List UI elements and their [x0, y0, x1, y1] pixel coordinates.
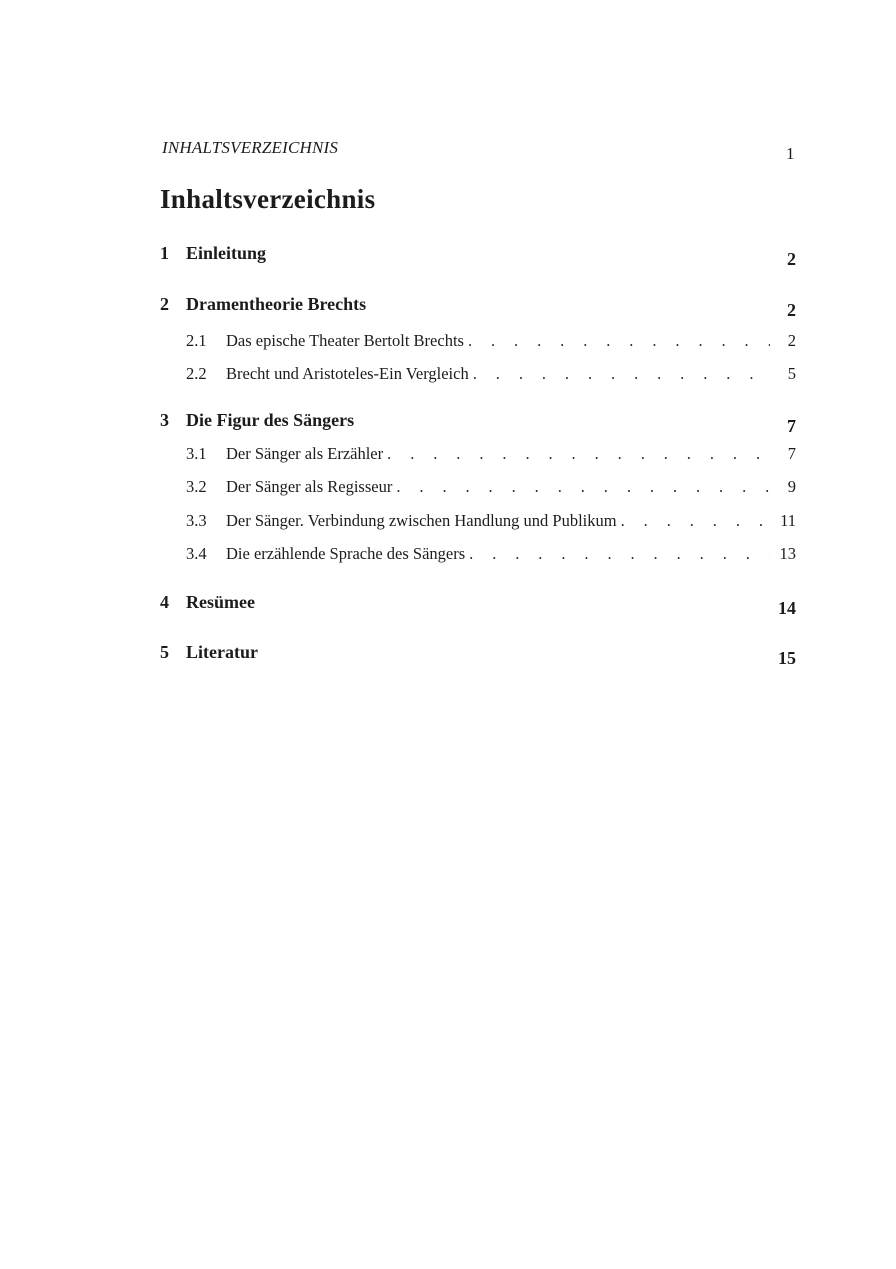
section-number: 4 — [160, 592, 169, 612]
subsection-number: 2.1 — [186, 331, 207, 350]
toc-section-1 — [160, 243, 796, 267]
subsection-page: 13 — [779, 544, 796, 563]
toc-section-5 — [160, 642, 796, 666]
subsection-page: 9 — [787, 477, 796, 496]
subsection-page: 11 — [780, 511, 796, 530]
section-title: Literatur — [186, 642, 258, 662]
toc-section-4 — [160, 592, 796, 616]
dot-leader — [469, 364, 770, 384]
dot-leader — [383, 444, 770, 464]
subsection-number: 3.1 — [186, 444, 207, 463]
toc-section-3 — [160, 410, 796, 434]
section-title: Dramentheorie Brechts — [186, 294, 367, 314]
toc-subsection-2-2 — [186, 364, 796, 386]
running-head: INHALTSVERZEICHNIS — [162, 138, 339, 157]
subsection-number: 3.3 — [186, 511, 207, 530]
section-number: 1 — [160, 243, 169, 263]
section-title: Einleitung — [186, 243, 267, 263]
toc-section-2 — [160, 294, 796, 318]
section-title: Die Figur des Sängers — [186, 410, 355, 430]
section-page: 2 — [787, 249, 796, 269]
page-number: 1 — [786, 144, 795, 163]
subsection-page: 5 — [787, 364, 796, 383]
toc-subsection-3-1 — [186, 444, 796, 466]
dot-leader — [465, 544, 770, 564]
section-page: 2 — [787, 300, 796, 320]
subsection-title: Das epische Theater Bertolt Brechts — [226, 331, 464, 350]
dot-leader — [617, 511, 770, 531]
section-page: 15 — [778, 648, 796, 668]
toc-subsection-2-1 — [186, 331, 796, 353]
subsection-page: 2 — [787, 331, 796, 350]
toc-subsection-3-3 — [186, 511, 796, 533]
subsection-page: 7 — [787, 444, 796, 463]
subsection-number: 2.2 — [186, 364, 207, 383]
subsection-title: Der Sänger als Erzähler — [226, 444, 384, 463]
subsection-title: Die erzählende Sprache des Sängers — [226, 544, 466, 563]
section-number: 3 — [160, 410, 169, 430]
section-page: 14 — [778, 598, 796, 618]
section-title: Resümee — [186, 592, 255, 612]
dot-leader — [464, 331, 770, 351]
subsection-number: 3.2 — [186, 477, 207, 496]
section-page: 7 — [787, 416, 796, 436]
toc-title: Inhaltsverzeichnis — [160, 184, 376, 214]
subsection-title: Der Sänger als Regisseur — [226, 477, 393, 496]
subsection-number: 3.4 — [186, 544, 207, 563]
section-number: 2 — [160, 294, 169, 314]
dot-leader — [392, 477, 770, 497]
toc-subsection-3-4 — [186, 544, 796, 566]
subsection-title: Brecht und Aristoteles-Ein Vergleich — [226, 364, 469, 383]
subsection-title: Der Sänger. Verbindung zwischen Handlung und Publikum — [226, 511, 617, 530]
section-number: 5 — [160, 642, 169, 662]
toc-subsection-3-2 — [186, 477, 796, 499]
